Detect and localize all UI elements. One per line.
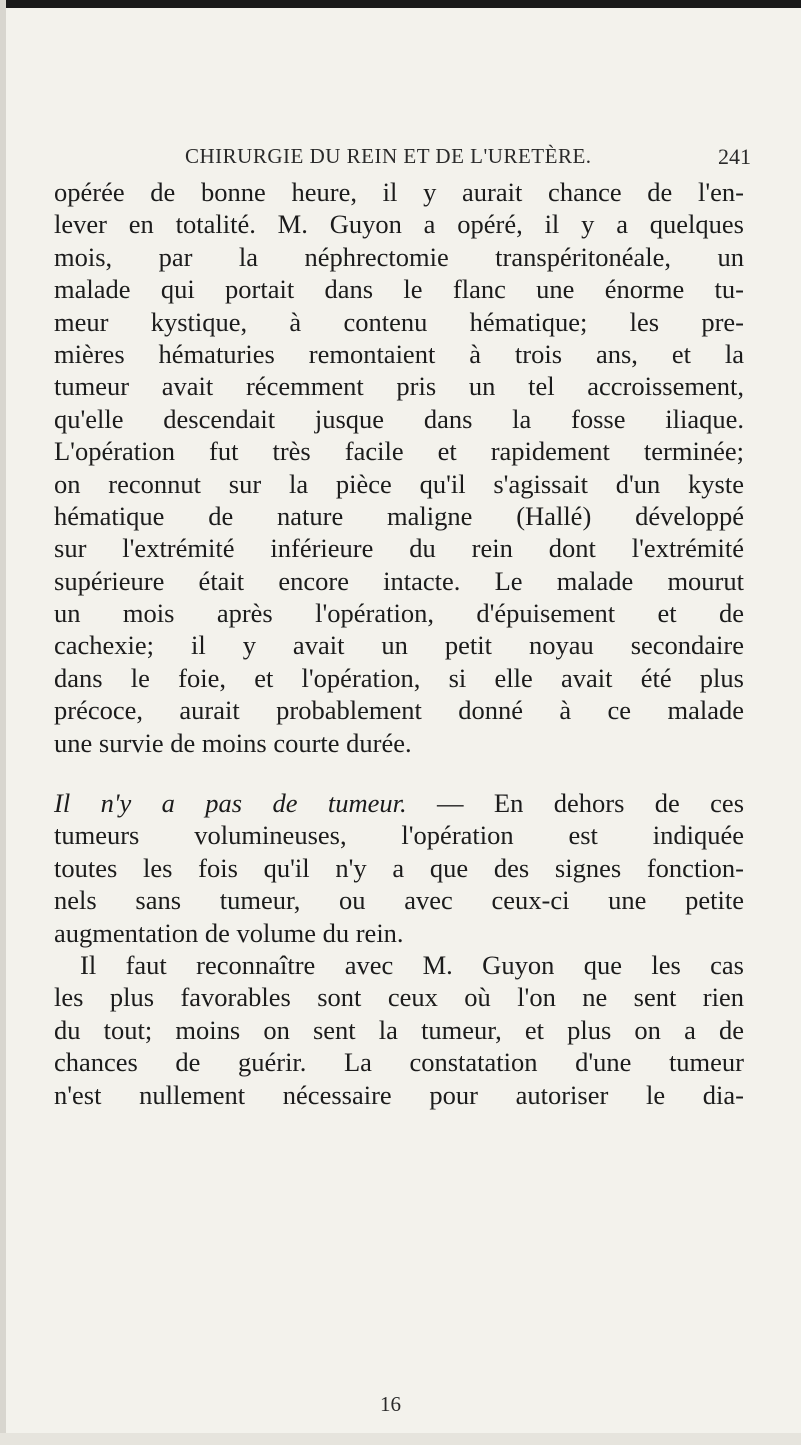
page-top-border bbox=[0, 0, 801, 8]
page-left-edge bbox=[0, 0, 6, 1445]
text-line: augmentation de volume du rein. bbox=[54, 917, 404, 948]
body-text bbox=[54, 176, 744, 1111]
text-line: une survie de moins courte durée. bbox=[54, 727, 412, 758]
text-line: cachexie; il y avait un petit noyau secondaire bbox=[54, 630, 744, 661]
text-line: dans le foie, et l'opération, si elle avait été plus bbox=[54, 662, 744, 693]
text-line: chances de guérir. La constatation d'une tumeur bbox=[54, 1047, 744, 1078]
section-heading: Il n'y a pas de tumeur. bbox=[54, 788, 407, 819]
text-line: tumeur avait récemment pris un tel accroissement, bbox=[54, 371, 744, 402]
text-line: précoce, aurait probablement donné à ce malade bbox=[54, 695, 744, 726]
page-number: 241 bbox=[718, 144, 751, 169]
text-line: tumeurs volumineuses, l'opération est indiquée bbox=[54, 820, 744, 851]
text-line: hématique de nature maligne (Hallé) développé bbox=[54, 500, 744, 531]
text-line: meur kystique, à contenu hématique; les pre- bbox=[54, 306, 744, 337]
text-line: malade qui portait dans le flanc une énorme tu- bbox=[54, 274, 744, 305]
text-line: lever en totalité. M. Guyon a opéré, il y a quelques bbox=[54, 209, 744, 240]
text-line: n'est nullement nécessaire pour autoriser le dia- bbox=[54, 1079, 744, 1110]
text-line: mières hématuries remontaient à trois ans, et la bbox=[54, 338, 744, 369]
text-line: mois, par la néphrectomie transpéritonéale, un bbox=[54, 241, 744, 272]
text-line: un mois après l'opération, d'épuisement et de bbox=[54, 598, 744, 629]
text-line: les plus favorables sont ceux où l'on ne sent rien bbox=[54, 982, 744, 1013]
text-line bbox=[54, 787, 744, 819]
heading-continuation: — En dehors de ces bbox=[437, 788, 745, 819]
text-line: toutes les fois qu'il n'y a que des signes fonction- bbox=[54, 852, 744, 883]
text-line: L'opération fut très facile et rapidement terminée; bbox=[54, 436, 744, 467]
text-line: sur l'extrémité inférieure du rein dont l'extrémité bbox=[54, 533, 744, 564]
signature-mark: 16 bbox=[380, 1392, 401, 1416]
running-head-title: CHIRURGIE DU REIN ET DE L'URETÈRE. bbox=[185, 144, 592, 168]
text-line: supérieure était encore intacte. Le malade mourut bbox=[54, 565, 744, 596]
page-bottom-edge bbox=[0, 1433, 801, 1445]
text-line: Il faut reconnaître avec M. Guyon que les cas bbox=[80, 949, 744, 980]
text-line: du tout; moins on sent la tumeur, et plus on a de bbox=[54, 1014, 744, 1045]
text-line: on reconnut sur la pièce qu'il s'agissait d'un kyste bbox=[54, 468, 744, 499]
paragraph-2 bbox=[54, 787, 744, 949]
paragraph-3 bbox=[54, 949, 744, 1111]
text-line: qu'elle descendait jusque dans la fosse iliaque. bbox=[54, 403, 744, 434]
paragraph-1 bbox=[54, 176, 744, 759]
text-line: opérée de bonne heure, il y aurait chance de l'en- bbox=[54, 177, 744, 207]
paragraph-gap bbox=[54, 759, 744, 787]
text-line: nels sans tumeur, ou avec ceux-ci une petite bbox=[54, 885, 744, 916]
